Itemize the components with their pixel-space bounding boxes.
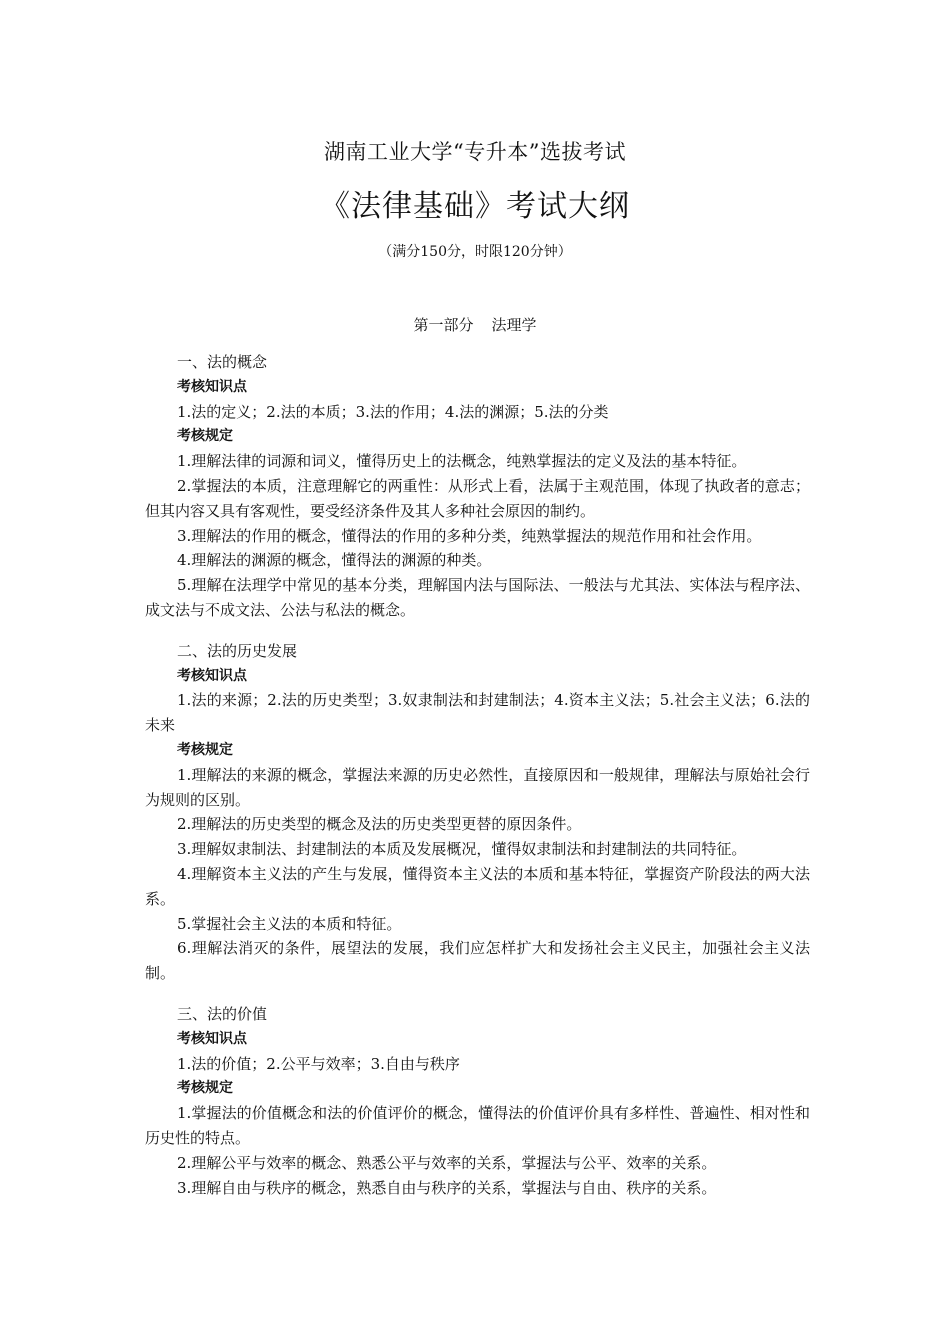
university-heading: 湖南工业大学“专升本”选拔考试 [324,140,626,164]
rule-item: 3.理解自由与秩序的概念，熟悉自由与秩序的关系，掌握法与自由、秩序的关系。 [177,1178,717,1197]
rules-heading: 考核规定 [177,1080,233,1097]
knowledge-heading: 考核知识点 [177,378,247,395]
section-legal-history [145,639,810,986]
outline-body [145,350,810,1216]
score-info: （满分150分，时限120分钟） [378,244,572,260]
part-label: 第一部分 [413,316,474,334]
rules-heading: 考核规定 [177,428,233,445]
rules-heading: 考核规定 [177,741,233,758]
section-title: 一、法的概念 [177,353,268,371]
rule-item: 2.理解公平与效率的概念、熟悉公平与效率的关系，掌握法与公平、效率的关系。 [177,1153,717,1172]
rule-item: 2.掌握法的本质，注意理解它的两重性：从形式上看，法属于主观范围，体现了执政者的意志；但其内容又具有客观性，要受经济条件及其人多种社会原因的制约。 [145,476,810,520]
rule-item: 4.理解法的渊源的概念，懂得法的渊源的种类。 [177,551,492,570]
knowledge-points: 1.法的定义；2.法的本质；3.法的作用；4.法的渊源；5.法的分类 [177,402,609,421]
document-title: 《法律基础》考试大纲 [320,189,630,224]
section-legal-value [145,1002,810,1200]
section-title: 三、法的价值 [177,1004,268,1023]
rule-item: 6.理解法消灭的条件，展望法的发展，我们应怎样扩大和发扬社会主义民主，加强社会主义法制。 [145,939,810,983]
part-heading [0,314,950,335]
section-legal-concept [145,350,810,623]
rule-item: 5.理解在法理学中常见的基本分类，理解国内法与国际法、一般法与尤其法、实体法与程序法、成文法与不成文法、公法与私法的概念。 [145,576,810,619]
knowledge-heading: 考核知识点 [177,667,247,684]
section-title: 二、法的历史发展 [177,641,298,660]
rule-item: 4.理解资本主义法的产生与发展，懂得资本主义法的本质和基本特征，掌握资产阶段法的两大法系。 [145,864,810,908]
knowledge-points: 1.法的价值；2.公平与效率；3.自由与秩序 [177,1054,460,1073]
rule-item: 1.理解法的来源的概念，掌握法来源的历史必然性，直接原因和一般规律，理解法与原始社会行为规则的区别。 [145,765,810,809]
rule-item: 3.理解奴隶制法、封建制法的本质及发展概况，懂得奴隶制法和封建制法的共同特征。 [177,840,747,859]
rule-item: 1.掌握法的价值概念和法的价值评价的概念，懂得法的价值评价具有多样性、普遍性、相对性和历史性的特点。 [145,1104,810,1147]
rule-item: 2.理解法的历史类型的概念及法的历史类型更替的原因条件。 [177,815,582,834]
knowledge-heading: 考核知识点 [177,1030,247,1047]
rule-item: 1.理解法律的词源和词义，懂得历史上的法概念，纯熟掌握法的定义及法的基本特征。 [177,452,747,471]
part-name: 法理学 [491,316,537,334]
rule-item: 5.掌握社会主义法的本质和特征。 [177,914,402,933]
rule-item: 3.理解法的作用的概念，懂得法的作用的多种分类，纯熟掌握法的规范作用和社会作用。 [177,526,762,545]
knowledge-points: 1.法的来源；2.法的历史类型；3.奴隶制法和封建制法；4.资本主义法；5.社会主义法；6.法的未来 [145,691,810,735]
